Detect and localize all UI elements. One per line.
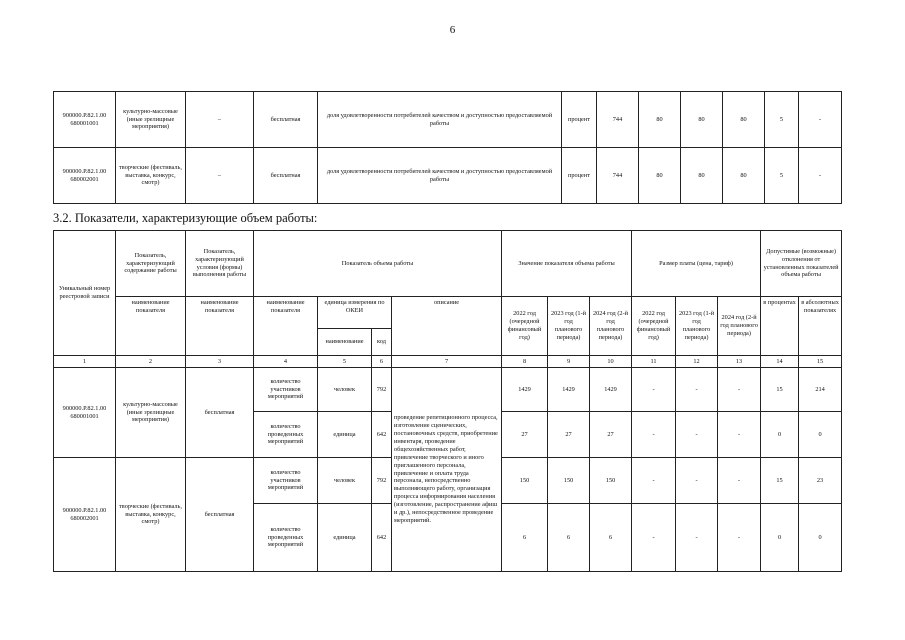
deviation-absolute: 214	[799, 368, 842, 412]
fee-2023-header: 2023 год (1-й год планового периода)	[676, 297, 718, 356]
work-content: культурно-массовые (иные зрелищные мероприятия)	[116, 92, 186, 148]
value-2023: 6	[548, 504, 590, 572]
absolute-header: в абсолютных показателях	[799, 297, 842, 356]
deviation-percent: 0	[761, 412, 799, 458]
okei-code: 744	[597, 148, 639, 204]
fee-2024: -	[718, 368, 761, 412]
work-description: проведение репетиционного процесса, изготовление сценических, постановочных средств, приобретение инвентаря, проведение общехозяйственных работ, привлечение творческого и иного приглашенного персонала, привлечение и оплата труда персонала, непосредственно выполняющего работу, организация процесса информирования населения (изготовление, распространение афиш и др.), непосредственное проведение мероприятий.	[392, 368, 502, 572]
work-conditions: бесплатная	[254, 148, 318, 204]
value-2023: 80	[681, 148, 723, 204]
value-2023: 80	[681, 92, 723, 148]
deviation-percent: 5	[765, 148, 799, 204]
volume-group-header: Показатель объема работы	[254, 231, 502, 297]
dash-cell: –	[186, 92, 254, 148]
indicator-name: количество участников мероприятий	[254, 368, 318, 412]
column-number: 1	[54, 356, 116, 368]
okei-code: 744	[597, 92, 639, 148]
fee-2022: -	[632, 458, 676, 504]
conditions-group-header: Показатель, характеризующий условия (формы) выполнения работы	[186, 231, 254, 297]
deviation-absolute: -	[799, 148, 842, 204]
fee-2023: -	[676, 458, 718, 504]
fee-2023: -	[676, 368, 718, 412]
registry-number: 900000.Р.82.1.00 680002001	[54, 458, 116, 572]
value-2022: 27	[502, 412, 548, 458]
table-row	[54, 368, 842, 412]
fee-2024: -	[718, 412, 761, 458]
column-number: 8	[502, 356, 548, 368]
work-content: творческие (фестиваль, выставка, конкурс, смотр)	[116, 458, 186, 572]
page-number: 6	[449, 24, 456, 36]
okei-code: 792	[372, 368, 392, 412]
deviation-absolute: -	[799, 92, 842, 148]
deviation-percent: 15	[761, 368, 799, 412]
unit-code-header: код	[372, 329, 392, 356]
fee-2022-header: 2022 год (очередной финансовый год)	[632, 297, 676, 356]
indicator-name: доля удовлетворенности потребителей качеством и доступностью предоставляемой работы	[318, 92, 562, 148]
column-number-row	[54, 356, 842, 368]
dash-cell: –	[186, 148, 254, 204]
deviation-percent: 0	[761, 504, 799, 572]
value-2024-header: 2024 год (2-й год планового периода)	[590, 297, 632, 356]
unit-okei-header: единица измерения по ОКЕИ	[318, 297, 392, 329]
work-content: творческие (фестиваль, выставка, конкурс, смотр)	[116, 148, 186, 204]
fee-group-header: Размер платы (цена, тариф)	[632, 231, 761, 297]
deviation-percent: 15	[761, 458, 799, 504]
indicator-name: количество участников мероприятий	[254, 458, 318, 504]
fee-2024-header: 2024 год (2-й год планового периода)	[718, 297, 761, 356]
registry-number: 900000.Р.82.1.00 680002001	[54, 148, 116, 204]
value-2022: 1429	[502, 368, 548, 412]
value-2023: 1429	[548, 368, 590, 412]
deviation-percent: 5	[765, 92, 799, 148]
value-2024: 1429	[590, 368, 632, 412]
registry-number: 900000.Р.82.1.00 680001001	[54, 368, 116, 458]
value-2022: 6	[502, 504, 548, 572]
value-2024: 80	[723, 92, 765, 148]
value-2022: 80	[639, 92, 681, 148]
table-row	[54, 148, 842, 204]
unit-name: человек	[318, 458, 372, 504]
indicator-name: доля удовлетворенности потребителей качеством и доступностью предоставляемой работы	[318, 148, 562, 204]
unit-name: процент	[562, 148, 597, 204]
value-2022: 150	[502, 458, 548, 504]
unit-name: единица	[318, 504, 372, 572]
deviation-absolute: 0	[799, 412, 842, 458]
deviation-group-header: Допустимые (возможные) отклонения от установленных показателей объема работы	[761, 231, 842, 297]
header-row	[54, 231, 842, 297]
value-group-header: Значение показателя объема работы	[502, 231, 632, 297]
column-number: 14	[761, 356, 799, 368]
content-name-header: наименование показателя	[116, 297, 186, 356]
work-conditions: бесплатная	[186, 458, 254, 572]
volume-name-header: наименование показателя	[254, 297, 318, 356]
column-number: 15	[799, 356, 842, 368]
deviation-absolute: 23	[799, 458, 842, 504]
registry-number: 900000.Р.82.1.00 680001001	[54, 92, 116, 148]
work-conditions: бесплатная	[186, 368, 254, 458]
value-2023: 27	[548, 412, 590, 458]
column-number: 10	[590, 356, 632, 368]
value-2023: 150	[548, 458, 590, 504]
fee-2024: -	[718, 458, 761, 504]
unit-name-header: наименование	[318, 329, 372, 356]
column-number: 13	[718, 356, 761, 368]
fee-2022: -	[632, 412, 676, 458]
value-2024: 6	[590, 504, 632, 572]
indicator-name: количество проведенных мероприятий	[254, 504, 318, 572]
column-number: 7	[392, 356, 502, 368]
column-number: 12	[676, 356, 718, 368]
fee-2023: -	[676, 412, 718, 458]
column-number: 3	[186, 356, 254, 368]
value-2024: 80	[723, 148, 765, 204]
value-2022-header: 2022 год (очередной финансовый год)	[502, 297, 548, 356]
indicator-name: количество проведенных мероприятий	[254, 412, 318, 458]
okei-code: 642	[372, 412, 392, 458]
column-number: 4	[254, 356, 318, 368]
header-row	[54, 297, 842, 329]
fee-2024: -	[718, 504, 761, 572]
column-number: 5	[318, 356, 372, 368]
column-number: 6	[372, 356, 392, 368]
column-number: 11	[632, 356, 676, 368]
value-2024: 27	[590, 412, 632, 458]
unit-name: процент	[562, 92, 597, 148]
table-row	[54, 92, 842, 148]
description-header: описание	[392, 297, 502, 356]
section-heading: 3.2. Показатели, характеризующие объем работы:	[53, 211, 318, 225]
value-2022: 80	[639, 148, 681, 204]
column-number: 2	[116, 356, 186, 368]
deviation-absolute: 0	[799, 504, 842, 572]
quality-indicators-table	[53, 91, 842, 204]
value-2024: 150	[590, 458, 632, 504]
conditions-name-header: наименование показателя	[186, 297, 254, 356]
fee-2023: -	[676, 504, 718, 572]
volume-indicators-table	[53, 230, 842, 572]
work-conditions: бесплатная	[254, 92, 318, 148]
fee-2022: -	[632, 368, 676, 412]
work-content: культурно-массовые (иные зрелищные мероприятия)	[116, 368, 186, 458]
fee-2022: -	[632, 504, 676, 572]
registry-header: Уникальный номер реестровой записи	[54, 231, 116, 356]
unit-name: единица	[318, 412, 372, 458]
unit-name: человек	[318, 368, 372, 412]
content-group-header: Показатель, характеризующий содержание работы	[116, 231, 186, 297]
okei-code: 642	[372, 504, 392, 572]
okei-code: 792	[372, 458, 392, 504]
percent-header: в процентах	[761, 297, 799, 356]
column-number: 9	[548, 356, 590, 368]
value-2023-header: 2023 год (1-й год планового периода)	[548, 297, 590, 356]
